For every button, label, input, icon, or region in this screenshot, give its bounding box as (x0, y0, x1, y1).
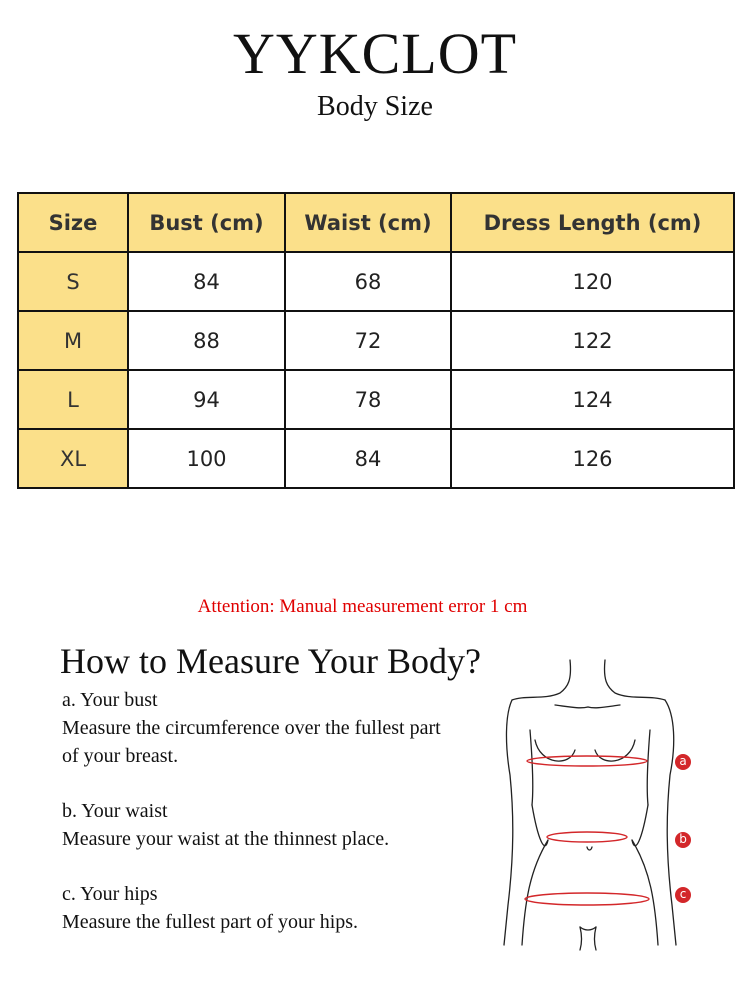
header-waist: Waist (cm) (285, 193, 451, 252)
marker-c-icon: c (675, 887, 691, 903)
marker-a-icon: a (675, 754, 691, 770)
length-cell: 120 (451, 252, 734, 311)
hips-instruction (62, 880, 358, 936)
table-row (18, 429, 734, 488)
page-subtitle: Body Size (317, 91, 433, 122)
table-row (18, 252, 734, 311)
bust-cell: 94 (128, 370, 285, 429)
bust-text-line: of your breast. (62, 745, 179, 767)
waist-instruction (62, 797, 389, 853)
hips-heading: c. Your hips (62, 883, 158, 905)
size-cell: M (18, 311, 128, 370)
waist-cell: 78 (285, 370, 451, 429)
table-row (18, 370, 734, 429)
size-cell: S (18, 252, 128, 311)
header-dress-length: Dress Length (cm) (451, 193, 734, 252)
size-cell: XL (18, 429, 128, 488)
header-size: Size (18, 193, 128, 252)
waist-cell: 68 (285, 252, 451, 311)
size-cell: L (18, 370, 128, 429)
waist-text-line: Measure your waist at the thinnest place. (62, 828, 390, 850)
body-figure-illustration (500, 655, 700, 955)
waist-cell: 84 (285, 429, 451, 488)
size-chart-table (17, 192, 735, 489)
bust-cell: 100 (128, 429, 285, 488)
bust-cell: 84 (128, 252, 285, 311)
length-cell: 122 (451, 311, 734, 370)
bust-cell: 88 (128, 311, 285, 370)
brand-logo: YYKCLOT (232, 21, 518, 86)
length-cell: 124 (451, 370, 734, 429)
header-bust: Bust (cm) (128, 193, 285, 252)
waist-heading: b. Your waist (62, 800, 168, 822)
hips-text-line: Measure the fullest part of your hips. (62, 911, 359, 933)
body-outline-icon (500, 655, 700, 955)
marker-b-icon: b (675, 832, 691, 848)
length-cell: 126 (451, 429, 734, 488)
table-row (18, 311, 734, 370)
guide-title: How to Measure Your Body? (60, 641, 481, 681)
waist-cell: 72 (285, 311, 451, 370)
bust-text-line: Measure the circumference over the fullest part (62, 717, 441, 739)
bust-instruction (62, 686, 441, 770)
table-header-row (18, 193, 734, 252)
bust-heading: a. Your bust (62, 689, 158, 711)
attention-note: Attention: Manual measurement error 1 cm (197, 596, 528, 617)
